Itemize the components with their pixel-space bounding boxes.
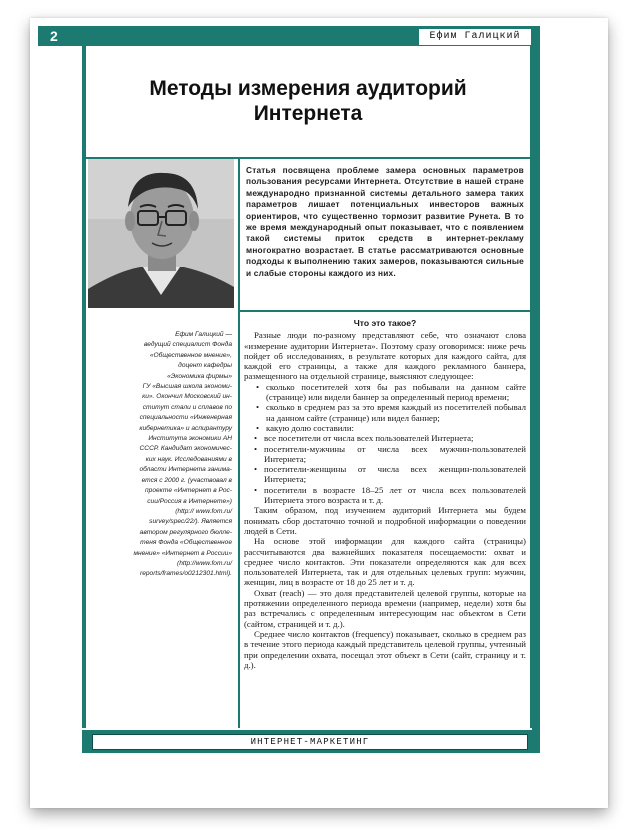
list-item: • сколько посетителей хотя бы раз побывали на данном сайте (странице) или видели баннер за определенный период времени; xyxy=(256,382,526,403)
bio-line: Ефим Галицкий — xyxy=(175,331,232,338)
bio-line: специальности «Инженерная xyxy=(139,414,232,422)
divider-vertical xyxy=(238,159,240,728)
bio-line: ГУ «Высшая школа экономи- xyxy=(142,383,232,391)
divider-horizontal-abstract xyxy=(238,310,530,312)
bio-line: кибернетика» и аспирантуру xyxy=(139,424,232,432)
bio-line: ститут стали и сплавов по xyxy=(142,403,232,411)
list-item: • какую долю составили: xyxy=(256,423,526,433)
bio-line: области Интернета занима- xyxy=(139,466,232,474)
bio-line: СССР. Кандидат экономичес- xyxy=(139,445,232,453)
bio-line: теня Фонда «Общественное xyxy=(140,539,232,547)
running-head-author: Ефим Галицкий xyxy=(418,28,532,46)
article-title: Методы измерения аудиторий Интернета xyxy=(149,77,467,125)
page-number: 2 xyxy=(50,28,58,44)
side-strip xyxy=(532,26,540,753)
paragraph: Охват (reach) — это доля представителей целевой группы, которые на протяжении определенного периода времени (например, недели) хотя бы раз встречались с определенным интересующим нас объектом в Сети (сайтом, страницей и т. д.). xyxy=(244,587,526,629)
bio-line: сии/Россия в Интернете») xyxy=(147,497,232,505)
bio-line: проекте «Интернет в Рос- xyxy=(145,487,232,495)
bio-line: «Экономика фирмы» xyxy=(167,372,232,380)
bio-line: ведущий специалист Фонда xyxy=(143,341,232,349)
criteria-list xyxy=(244,382,526,433)
list-item: • посетители-мужчины от числа всех мужчин-пользователей Интернета; xyxy=(254,444,526,465)
list-item: • посетители-женщины от числа всех женщин-пользователей Интернета; xyxy=(254,464,526,485)
list-item: • все посетители от числа всех пользователей Интернета; xyxy=(254,433,526,443)
bio-line: доцент кафедры xyxy=(178,362,232,370)
bio-line: ется с 2000 г. (участвовал в xyxy=(141,476,232,484)
bio-line: автором регулярного бюлле- xyxy=(139,528,232,536)
bio-line: мнение» «Интернет в России» xyxy=(133,549,232,557)
bio-line: ких наук. Исследованиями в xyxy=(145,455,232,463)
author-photo xyxy=(88,159,234,308)
section-heading: Что это такое? xyxy=(353,318,417,328)
section-label: ИНТЕРНЕТ-МАРКЕТИНГ xyxy=(92,734,528,750)
author-bio xyxy=(94,330,232,580)
paragraph: Таким образом, под изучением аудиторий Интернета мы будем понимать сбор достаточно точной и подробной информации о поведении людей в Сети. xyxy=(244,505,526,536)
list-item: • посетители в возрасте 18–25 лет от числа всех пользователей Интернета этого возраста и т. д. xyxy=(254,485,526,506)
article-abstract: Статья посвящена проблеме замера основных параметров пользования ресурсами Интернета. Отсутствие в нашей стране международно признанной системы детального замера таких параметров лишает потенциальных инвесторов важных ориентиров, что существенно тормозит развитие Рунета. В то же время международный опыт показывает, что с появлением такой системы приток средств в интернет-рекламу многократно возрастает. В статье рассматриваются основные подходы к выполнению таких замеров, показываются сильные и слабые стороны каждого из них. xyxy=(246,165,524,278)
bio-line: (http://www.fom.ru/ xyxy=(177,559,232,567)
bio-line: ки». Окончил Московский ин- xyxy=(142,393,232,401)
paragraph: На основе этой информации для каждого сайта (страницы) рассчитываются два важнейших показателя посещаемости: охват и среднее число контактов. Эти показатели определяются как для всех пользователей Интернета, так и для отдельных целевых групп: мужчин, женщин, лиц в возрасте от 18 до 25 лет и т. д. xyxy=(244,536,526,588)
paragraph: Разные люди по-разному представляют себе, что означают слова «измерение аудитории Интернета». Поэтому сразу оговоримся: ниже речь пойдет об исследованиях, в результате которых для каждого сайта, для каждой его страницы, а также для каждого рекламного баннера, размещенного на отдельной странице, выясняют следующее: xyxy=(244,330,526,382)
paragraph: Среднее число контактов (frequency) показывает, сколько в среднем раз в течение этого периода каждый представитель целевой группы, учтенный при определении охвата, посещал этот объект в Сети (сайт, страницу и т. д.). xyxy=(244,628,526,670)
bio-line: Института экономики АН xyxy=(148,435,232,443)
magazine-page xyxy=(30,18,608,808)
bio-line: reports/frames/o0212301.html). xyxy=(140,570,232,578)
bio-line: survey/spec/22/). Является xyxy=(149,518,232,526)
share-list xyxy=(244,433,526,505)
article-body xyxy=(244,318,526,670)
bio-line: «Общественное мнение», xyxy=(149,351,232,359)
bio-line: (http:// www.fom.ru/ xyxy=(175,507,232,515)
list-item: • сколько в среднем раз за это время каждый из посетителей побывал на данном сайте (странице) или видел баннер; xyxy=(256,402,526,423)
